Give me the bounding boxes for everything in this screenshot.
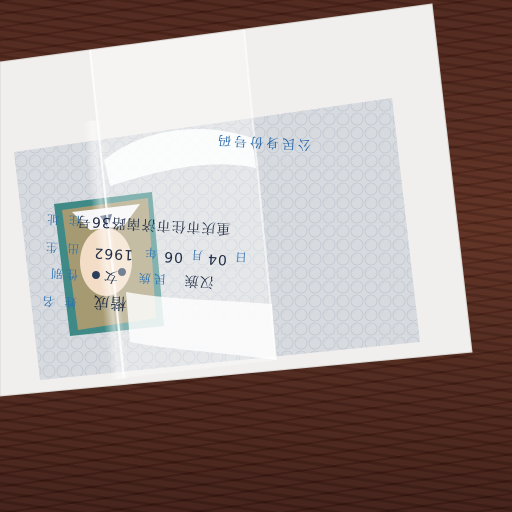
name-label: 姓 名	[39, 293, 77, 310]
address-label: 住 址	[43, 211, 82, 228]
month-char: 月	[187, 247, 204, 263]
sex-label: 性别	[47, 266, 79, 282]
name-value: 楷成	[92, 292, 128, 314]
year-char: 年	[141, 244, 158, 260]
birth-month: 06	[162, 248, 184, 266]
sex-value: 女	[102, 267, 119, 285]
card-title: 公民身份号码	[214, 131, 312, 152]
birth-label: 出 生	[42, 239, 80, 256]
day-char: 日	[231, 249, 248, 265]
birth-day: 04	[206, 250, 228, 268]
birth-year: 1962	[93, 244, 134, 263]
address-value: 重庆市住市济南路36号	[75, 212, 232, 237]
ethnicity-value: 汉族	[183, 272, 215, 290]
ethnicity-label: 民族	[135, 270, 167, 287]
